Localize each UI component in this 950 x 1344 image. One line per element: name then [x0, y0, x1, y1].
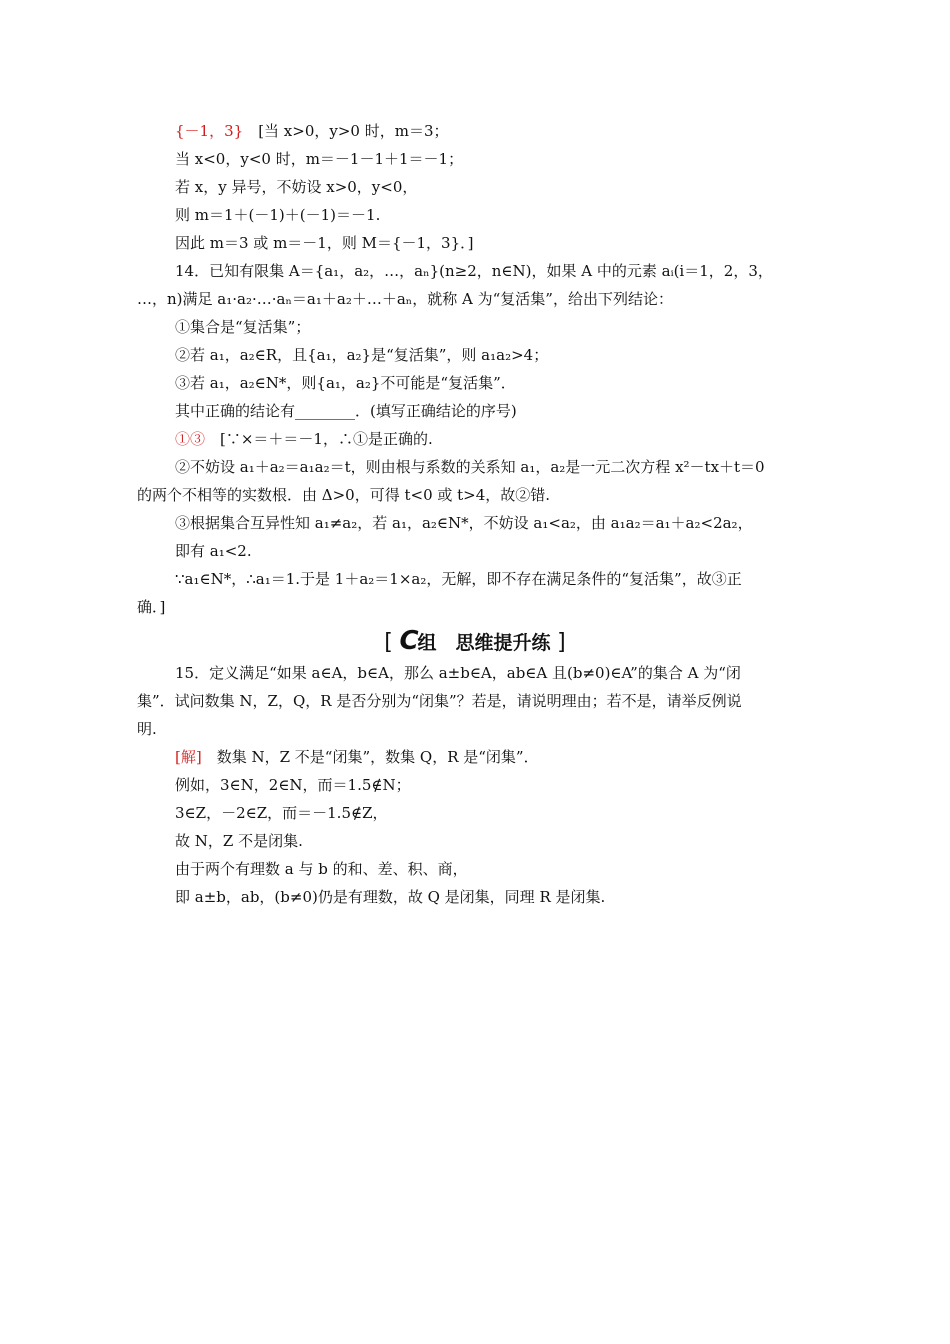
text-line: 即 a±b，ab，(b≠0)仍是有理数，故 Q 是闭集，同理 R 是闭集. [175, 888, 606, 906]
text-line: 则 m＝1＋(－1)＋(－1)＝－1. [175, 206, 381, 224]
question-14-line: 14．已知有限集 A＝{a₁，a₂，…，aₙ}(n≥2，n∈N)，如果 A 中的元素 aᵢ(i＝1，2，3， [175, 262, 773, 280]
answer-key: [解] [175, 748, 202, 766]
text-line: 确．] [137, 598, 166, 616]
text-line: 由于两个有理数 a 与 b 的和、差、积、商， [175, 860, 468, 878]
text-line: 明. [137, 720, 157, 738]
text-line: 若 x，y 异号，不妨设 x>0，y<0， [175, 178, 418, 196]
section-letter: C [399, 626, 418, 656]
answer-line: ①③ [∵×＝＋＝－1，∴①是正确的. [175, 430, 433, 448]
text-line: 3∈Z，－2∈Z，而＝－1.5∉Z， [175, 804, 388, 822]
text-line: ②不妨设 a₁＋a₂＝a₁a₂＝t，则由根与系数的关系知 a₁，a₂是一元二次方程 x²－tx＋t＝0 [175, 458, 765, 476]
answer-line: {－1，3} [当 x>0，y>0 时，m＝3； [175, 122, 449, 140]
text-line: 的两个不相等的实数根．由 Δ>0，可得 t<0 或 t>4，故②错. [137, 486, 551, 504]
text-line: ①集合是“复活集”； [175, 318, 311, 336]
text-line: ③根据集合互异性知 a₁≠a₂，若 a₁，a₂∈N*，不妨设 a₁<a₂，由 a₁a₂＝a₁＋a₂<2a₂， [175, 514, 753, 532]
text-line: ③若 a₁，a₂∈N*，则{a₁，a₂}不可能是“复活集”． [175, 374, 516, 392]
answer-line: [解] 数集 N，Z 不是“闭集”，数集 Q，R 是“闭集”． [175, 748, 539, 766]
section-header: [ C组 思维提升练 ] [384, 626, 566, 656]
text-line: 因此 m＝3 或 m＝－1，则 M＝{－1，3}．] [175, 234, 474, 252]
text-line: ②若 a₁，a₂∈R，且{a₁，a₂}是“复活集”，则 a₁a₂>4； [175, 346, 549, 364]
text-line: 例如，3∈N，2∈N，而＝1.5∉N； [175, 776, 411, 794]
text-line: 当 x<0，y<0 时，m＝－1－1＋1＝－1； [175, 150, 464, 168]
answer-key: ①③ [175, 430, 206, 448]
text-line: 其中正确的结论有________．(填写正确结论的序号) [175, 402, 517, 420]
text-line: 集”．试问数集 N，Z，Q，R 是否分别为“闭集”？若是，请说明理由；若不是，请举反例说 [137, 692, 742, 710]
text-line: …，n)满足 a₁·a₂·…·aₙ＝a₁＋a₂＋…＋aₙ，就称 A 为“复活集”，给出下列结论： [137, 290, 673, 308]
text-line: ∵a₁∈N*，∴a₁＝1.于是 1＋a₂＝1×a₂，无解，即不存在满足条件的“复活集”，故③正 [175, 570, 742, 588]
section-title: 组 思维提升练 [417, 632, 551, 654]
answer-key: {－1，3} [175, 122, 244, 140]
text-line: 故 N，Z 不是闭集. [175, 832, 303, 850]
text-line: 即有 a₁<2. [175, 542, 252, 560]
question-15-line: 15．定义满足“如果 a∈A，b∈A，那么 a±b∈A，ab∈A 且(b≠0)∈A”的集合 A 为“闭 [175, 664, 741, 682]
